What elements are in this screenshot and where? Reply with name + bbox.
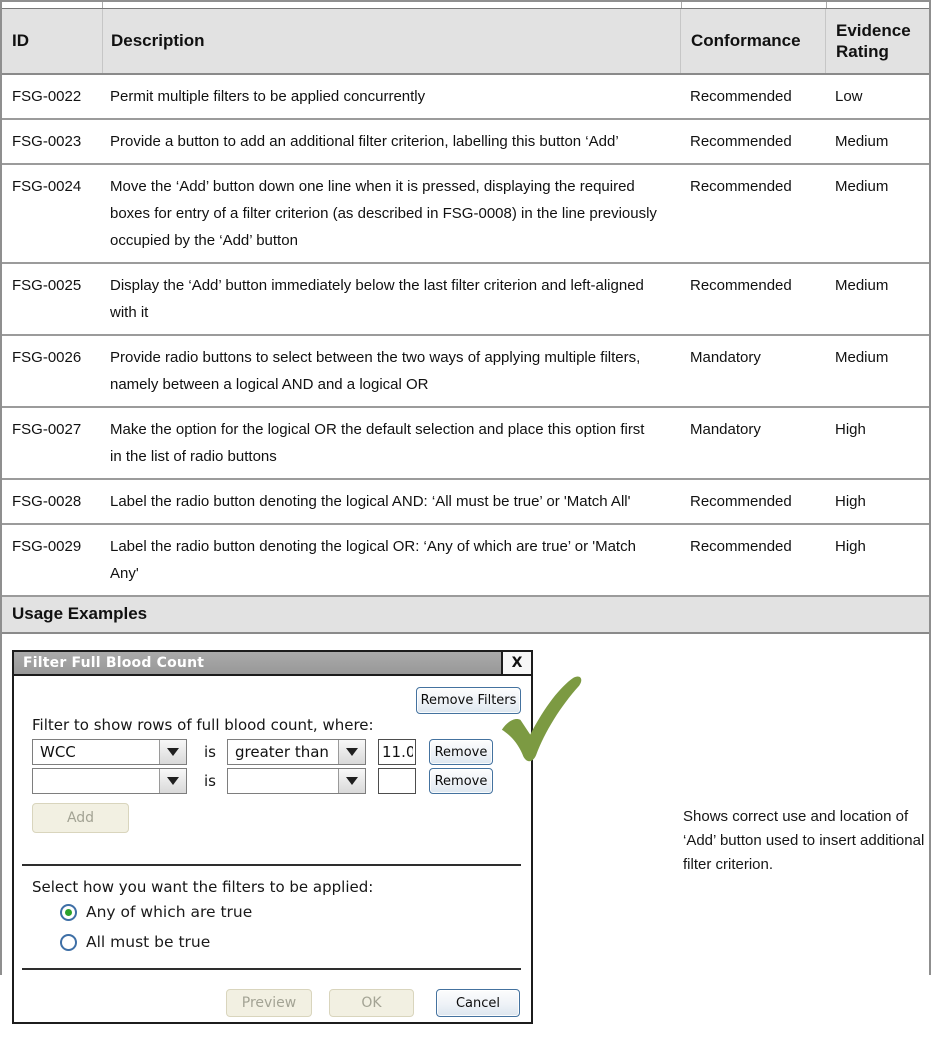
table-row bbox=[2, 165, 929, 264]
column-divider bbox=[681, 2, 682, 8]
is-label: is bbox=[204, 772, 216, 790]
req-id: FSG-0023 bbox=[12, 133, 82, 150]
chevron-down-icon[interactable] bbox=[159, 769, 186, 793]
req-evidence: Medium bbox=[835, 277, 889, 294]
chevron-down-icon[interactable] bbox=[338, 740, 365, 764]
value-input[interactable] bbox=[378, 768, 416, 794]
column-divider bbox=[826, 2, 827, 8]
req-conformance: Mandatory bbox=[690, 349, 761, 366]
preview-button[interactable]: Preview bbox=[226, 989, 312, 1017]
field-combo[interactable] bbox=[32, 739, 187, 765]
chevron-down-icon[interactable] bbox=[159, 740, 186, 764]
req-description: Make the option for the logical OR the default selection and place this option first in the list of radio buttons bbox=[110, 421, 645, 465]
header-description: Description bbox=[102, 9, 680, 73]
remove-filters-button[interactable]: Remove Filters bbox=[416, 687, 521, 714]
req-evidence: Medium bbox=[835, 178, 889, 195]
operator-combo[interactable] bbox=[227, 768, 366, 794]
req-conformance: Recommended bbox=[690, 538, 792, 555]
req-evidence: Medium bbox=[835, 133, 889, 150]
req-id: FSG-0025 bbox=[12, 277, 82, 294]
dialog-titlebar[interactable] bbox=[14, 652, 531, 676]
table-row bbox=[2, 408, 929, 480]
usage-examples-heading: Usage Examples bbox=[2, 597, 929, 634]
req-evidence: High bbox=[835, 421, 866, 438]
req-evidence: High bbox=[835, 538, 866, 555]
req-description: Provide a button to add an additional filter criterion, labelling this button ‘Add’ bbox=[110, 133, 619, 150]
req-conformance: Recommended bbox=[690, 277, 792, 294]
req-evidence: Low bbox=[835, 88, 863, 105]
radio-label: Any of which are true bbox=[86, 903, 253, 921]
table-header-row bbox=[2, 9, 929, 75]
operator-combo-value: greater than bbox=[235, 743, 329, 761]
table-row bbox=[2, 336, 929, 408]
table-row bbox=[2, 525, 929, 597]
field-combo-value: WCC bbox=[40, 743, 76, 761]
separator bbox=[22, 968, 521, 970]
apply-prompt: Select how you want the filters to be applied: bbox=[32, 878, 374, 896]
req-id: FSG-0026 bbox=[12, 349, 82, 366]
req-description: Display the ‘Add’ button immediately below the last filter criterion and left-aligned with it bbox=[110, 277, 644, 321]
req-evidence: High bbox=[835, 493, 866, 510]
table-row bbox=[2, 480, 929, 525]
value-input[interactable] bbox=[378, 739, 416, 765]
dialog-title: Filter Full Blood Count bbox=[23, 655, 205, 671]
req-id: FSG-0024 bbox=[12, 178, 82, 195]
radio-button-icon[interactable] bbox=[60, 904, 77, 921]
table-top-sliver bbox=[2, 2, 929, 8]
req-id: FSG-0028 bbox=[12, 493, 82, 510]
req-id: FSG-0027 bbox=[12, 421, 82, 438]
table-row bbox=[2, 75, 929, 120]
req-id: FSG-0022 bbox=[12, 88, 82, 105]
header-id: ID bbox=[12, 31, 29, 51]
add-button[interactable]: Add bbox=[32, 803, 129, 833]
table-row bbox=[2, 264, 929, 336]
radio-label: All must be true bbox=[86, 933, 211, 951]
usage-example-area bbox=[2, 634, 929, 1040]
filter-dialog-mockup bbox=[12, 650, 533, 1024]
req-id: FSG-0029 bbox=[12, 538, 82, 555]
operator-combo[interactable] bbox=[227, 739, 366, 765]
filter-prompt: Filter to show rows of full blood count, where: bbox=[32, 716, 374, 734]
header-evidence-rating: Evidence Rating bbox=[825, 9, 929, 73]
table-row bbox=[2, 120, 929, 165]
is-label: is bbox=[204, 743, 216, 761]
cancel-button[interactable]: Cancel bbox=[436, 989, 520, 1017]
field-combo[interactable] bbox=[32, 768, 187, 794]
req-description: Label the radio button denoting the logical AND: ‘All must be true’ or 'Match All' bbox=[110, 493, 631, 510]
requirements-table bbox=[2, 8, 929, 597]
req-conformance: Mandatory bbox=[690, 421, 761, 438]
header-conformance: Conformance bbox=[680, 9, 825, 73]
radio-button-icon[interactable] bbox=[60, 934, 77, 951]
req-conformance: Recommended bbox=[690, 88, 792, 105]
req-description: Label the radio button denoting the logical OR: ‘Any of which are true’ or 'Match Any' bbox=[110, 538, 636, 582]
radio-all-must-be-true[interactable] bbox=[60, 932, 210, 952]
column-divider bbox=[102, 2, 103, 8]
req-conformance: Recommended bbox=[690, 178, 792, 195]
checkmark-icon bbox=[496, 673, 584, 761]
close-icon[interactable]: X bbox=[501, 652, 531, 674]
example-caption: Shows correct use and location of ‘Add’ button used to insert additional filter criterion. bbox=[683, 808, 925, 873]
ok-button[interactable]: OK bbox=[329, 989, 414, 1017]
remove-button[interactable]: Remove bbox=[429, 739, 493, 765]
req-evidence: Medium bbox=[835, 349, 889, 366]
remove-button[interactable]: Remove bbox=[429, 768, 493, 794]
req-conformance: Recommended bbox=[690, 133, 792, 150]
req-description: Provide radio buttons to select between the two ways of applying multiple filters, namely between a logical AND and a logical OR bbox=[110, 349, 641, 393]
req-conformance: Recommended bbox=[690, 493, 792, 510]
chevron-down-icon[interactable] bbox=[338, 769, 365, 793]
req-description: Move the ‘Add’ button down one line when it is pressed, displaying the required boxes for entry of a filter criterion (as described in FSG-0008) in the line previously occupied by the ‘Add’ button bbox=[110, 178, 657, 249]
req-description: Permit multiple filters to be applied concurrently bbox=[110, 88, 426, 105]
separator bbox=[22, 864, 521, 866]
radio-any-of-which-are-true[interactable] bbox=[60, 902, 252, 922]
